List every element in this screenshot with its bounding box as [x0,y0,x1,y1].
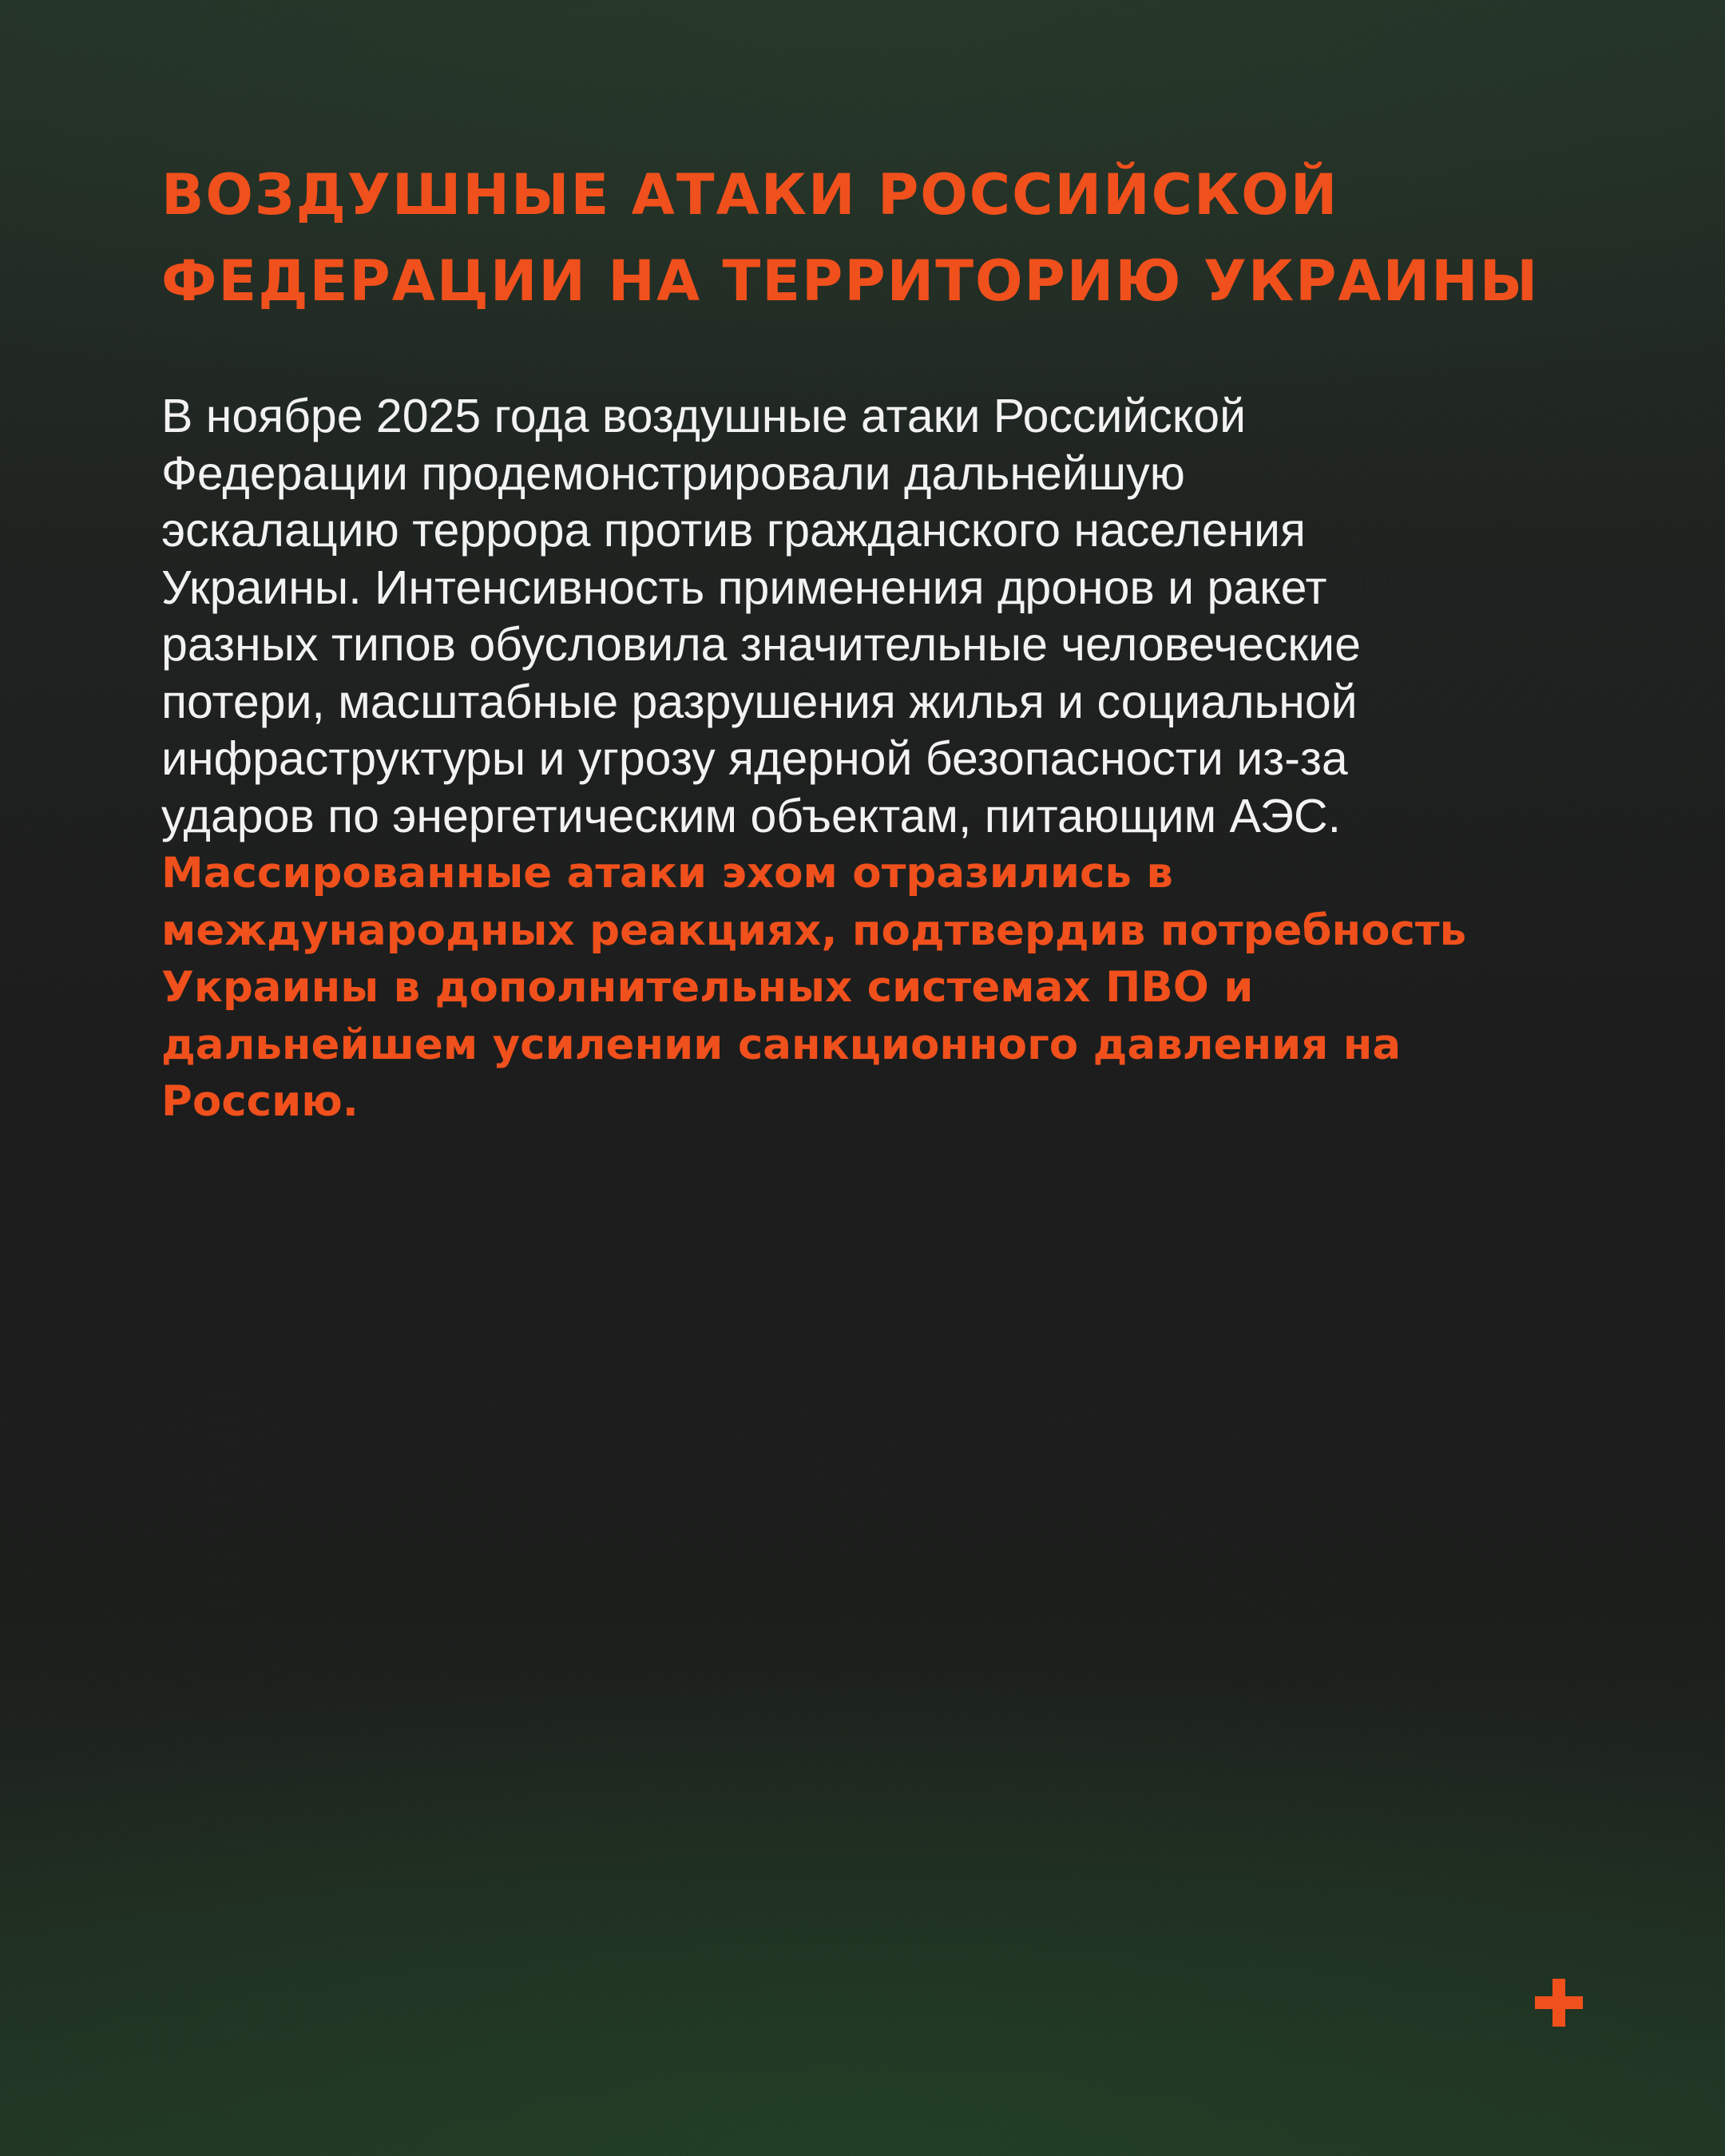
body-line: Украины. Интенсивность применения дронов и ракет [161,561,1327,614]
body-line: потери, масштабные разрушения жилья и социальной [161,675,1358,728]
highlight-line: Украины в дополнительных системах ПВО и [161,963,1254,1012]
title-line-1: ВОЗДУШНЫЕ АТАКИ РОССИЙСКОЙ [161,162,1339,228]
highlight-line: Россию. [161,1077,359,1126]
highlight-line: Массированные атаки эхом отразились в [161,849,1173,898]
title-line-2: ФЕДЕРАЦИИ НА ТЕРРИТОРИЮ УКРАИНЫ [161,248,1540,314]
body-line: разных типов обусловила значительные человеческие [161,618,1361,671]
highlight-line: дальнейшем усилении санкционного давления на [161,1020,1402,1069]
body-line: эскалацию террора против гражданского населения [161,504,1306,557]
highlight-line: международных реакциях, подтвердив потребность [161,906,1467,955]
body-line: Федерации продемонстрировали дальнейшую [161,446,1185,500]
article [161,152,1631,1131]
page-title [161,152,1631,324]
body-line: В ноябре 2025 года воздушные атаки Российской [161,390,1247,442]
plus-icon [1535,1979,1583,2027]
body-line: ударов по энергетическим объектам, питающим АЭС. [161,789,1342,842]
body-text [161,388,1631,1131]
body-line: инфраструктуры и угрозу ядерной безопасности из-за [161,732,1348,785]
